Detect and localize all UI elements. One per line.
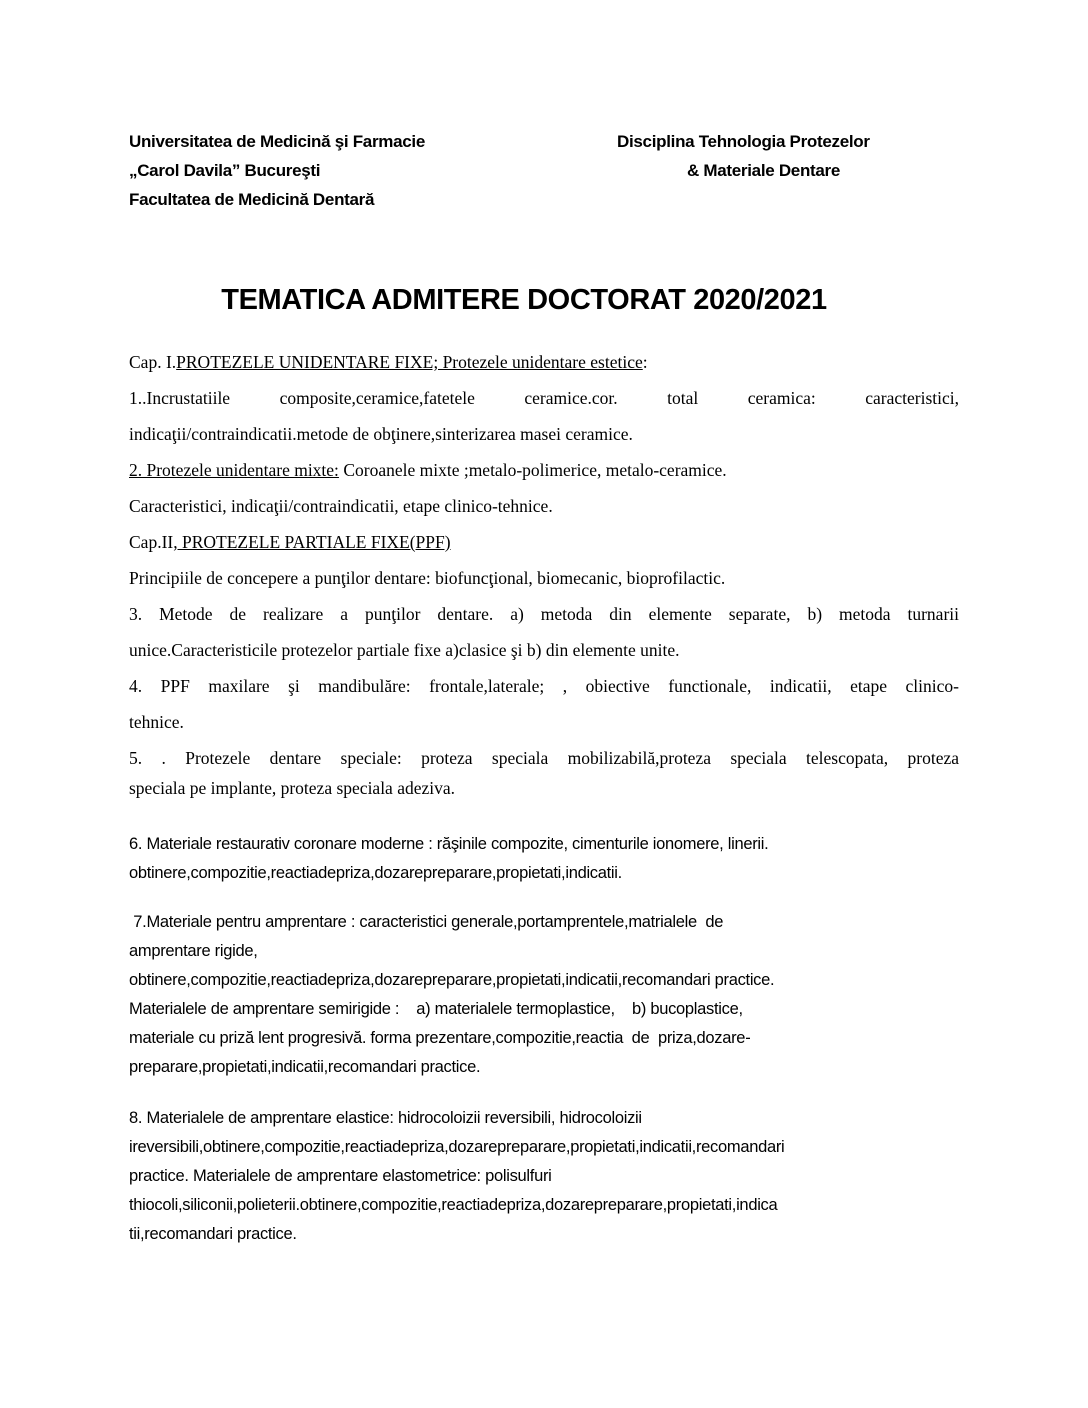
item-7-line-3: obtinere,compozitie,reactiadepriza,dozarepreparare,propietati,indicatii,recomandari practice. <box>129 971 775 989</box>
item-3-line-2: unice.Caracteristicile protezelor partiale fixe a)clasice şi b) din elemente unite. <box>129 640 680 660</box>
item-7-line-6: preparare,propietati,indicatii,recomandari practice. <box>129 1058 481 1076</box>
chapter-1-title: PROTEZELE UNIDENTARE FIXE; Protezele unidentare estetice <box>176 352 643 372</box>
item-7-line-4: Materialele de amprentare semirigide : a) materialele termoplastice, b) bucoplastice, <box>129 1000 743 1018</box>
university-header <box>129 127 425 214</box>
university-subtitle: „Carol Davila” Bucureşti <box>129 161 321 180</box>
document-title-text: TEMATICA ADMITERE DOCTORAT 2020/2021 <box>221 284 827 316</box>
chapter-1-suffix: : <box>642 352 648 372</box>
chapters-block <box>129 347 959 809</box>
item-2-line-1 <box>129 455 959 491</box>
item-8-line-4: thiocoli,siliconii,polieterii.obtinere,compozitie,reactiadepriza,dozarepreparare,propietati,indica <box>129 1196 778 1214</box>
item-8-line-2: ireversibili,obtinere,compozitie,reactiadepriza,dozarepreparare,propietati,indicatii,recomandari <box>129 1138 785 1156</box>
item-2-rest: Coroanele mixte ;metalo-polimerice, metalo-ceramice. <box>338 460 727 480</box>
university-name: Universitatea de Medicină şi Farmacie <box>129 132 425 151</box>
item-7-line-1: 7.Materiale pentru amprentare : caracteristici generale,portamprentele,matrialele de <box>129 913 724 931</box>
item-4-line-1: 4. PPF maxilare şi mandibulăre: frontale,laterale; , obiective functionale, indicatii, etape clinico- <box>129 676 959 696</box>
discipline-name: Disciplina Tehnologia Protezelor <box>617 132 870 151</box>
faculty-name: Facultatea de Medicină Dentară <box>129 190 375 209</box>
item-5-line-1: 5. . Protezele dentare speciale: proteza speciala mobilizabilă,proteza speciala telescopata, proteza <box>129 748 959 768</box>
item-1-line-1: 1..Incrustatiile composite,ceramice,fatetele ceramice.cor. total ceramica: caracteristici, <box>129 388 959 408</box>
item-2-heading: 2. Protezele unidentare mixte: <box>129 460 339 480</box>
item-2-line-2: Caracteristici, indicaţii/contraindicatii, etape clinico-tehnice. <box>129 496 553 516</box>
discipline-header <box>617 127 870 185</box>
item-6-line-1: 6. Materiale restaurativ coronare moderne : răşinile compozite, cimenturile ionomere, linerii. <box>129 835 769 853</box>
discipline-subtitle: & Materiale Dentare <box>687 161 841 180</box>
item-8 <box>129 1104 969 1249</box>
chapter-1-prefix: Cap. I. <box>129 352 177 372</box>
item-4-line-2: tehnice. <box>129 712 184 732</box>
chapter-2-prefix: Cap.II <box>129 532 174 552</box>
chapter-2-title: , PROTEZELE PARTIALE FIXE(PPF) <box>173 532 451 552</box>
principles-line: Principiile de concepere a punţilor dentare: biofuncţional, biomecanic, bioprofilactic. <box>129 568 726 588</box>
item-6-line-2: obtinere,compozitie,reactiadepriza,dozarepreparare,propietati,indicatii. <box>129 864 622 882</box>
item-8-line-5: tii,recomandari practice. <box>129 1225 297 1243</box>
chapter-2-heading <box>129 527 959 563</box>
item-3-line-1: 3. Metode de realizare a punţilor dentare. a) metoda din elemente separate, b) metoda turnarii <box>129 604 959 624</box>
item-8-line-3: practice. Materialele de amprentare elastometrice: polisulfuri <box>129 1167 552 1185</box>
item-7-line-5: materiale cu priză lent progresivă. forma prezentare,compozitie,reactia de priza,dozare- <box>129 1029 751 1047</box>
item-7 <box>129 908 969 1082</box>
item-5-line-2: speciala pe implante, proteza speciala adeziva. <box>129 778 456 798</box>
item-7-line-2: amprentare rigide, <box>129 942 258 960</box>
chapter-1-heading <box>129 347 959 383</box>
item-8-line-1: 8. Materialele de amprentare elastice: hidrocoloizii reversibili, hidrocoloizii <box>129 1109 642 1127</box>
item-6 <box>129 830 969 888</box>
document-title <box>0 284 1088 317</box>
item-1-line-2: indicaţii/contraindicatii.metode de obţinere,sinterizarea masei ceramice. <box>129 424 633 444</box>
